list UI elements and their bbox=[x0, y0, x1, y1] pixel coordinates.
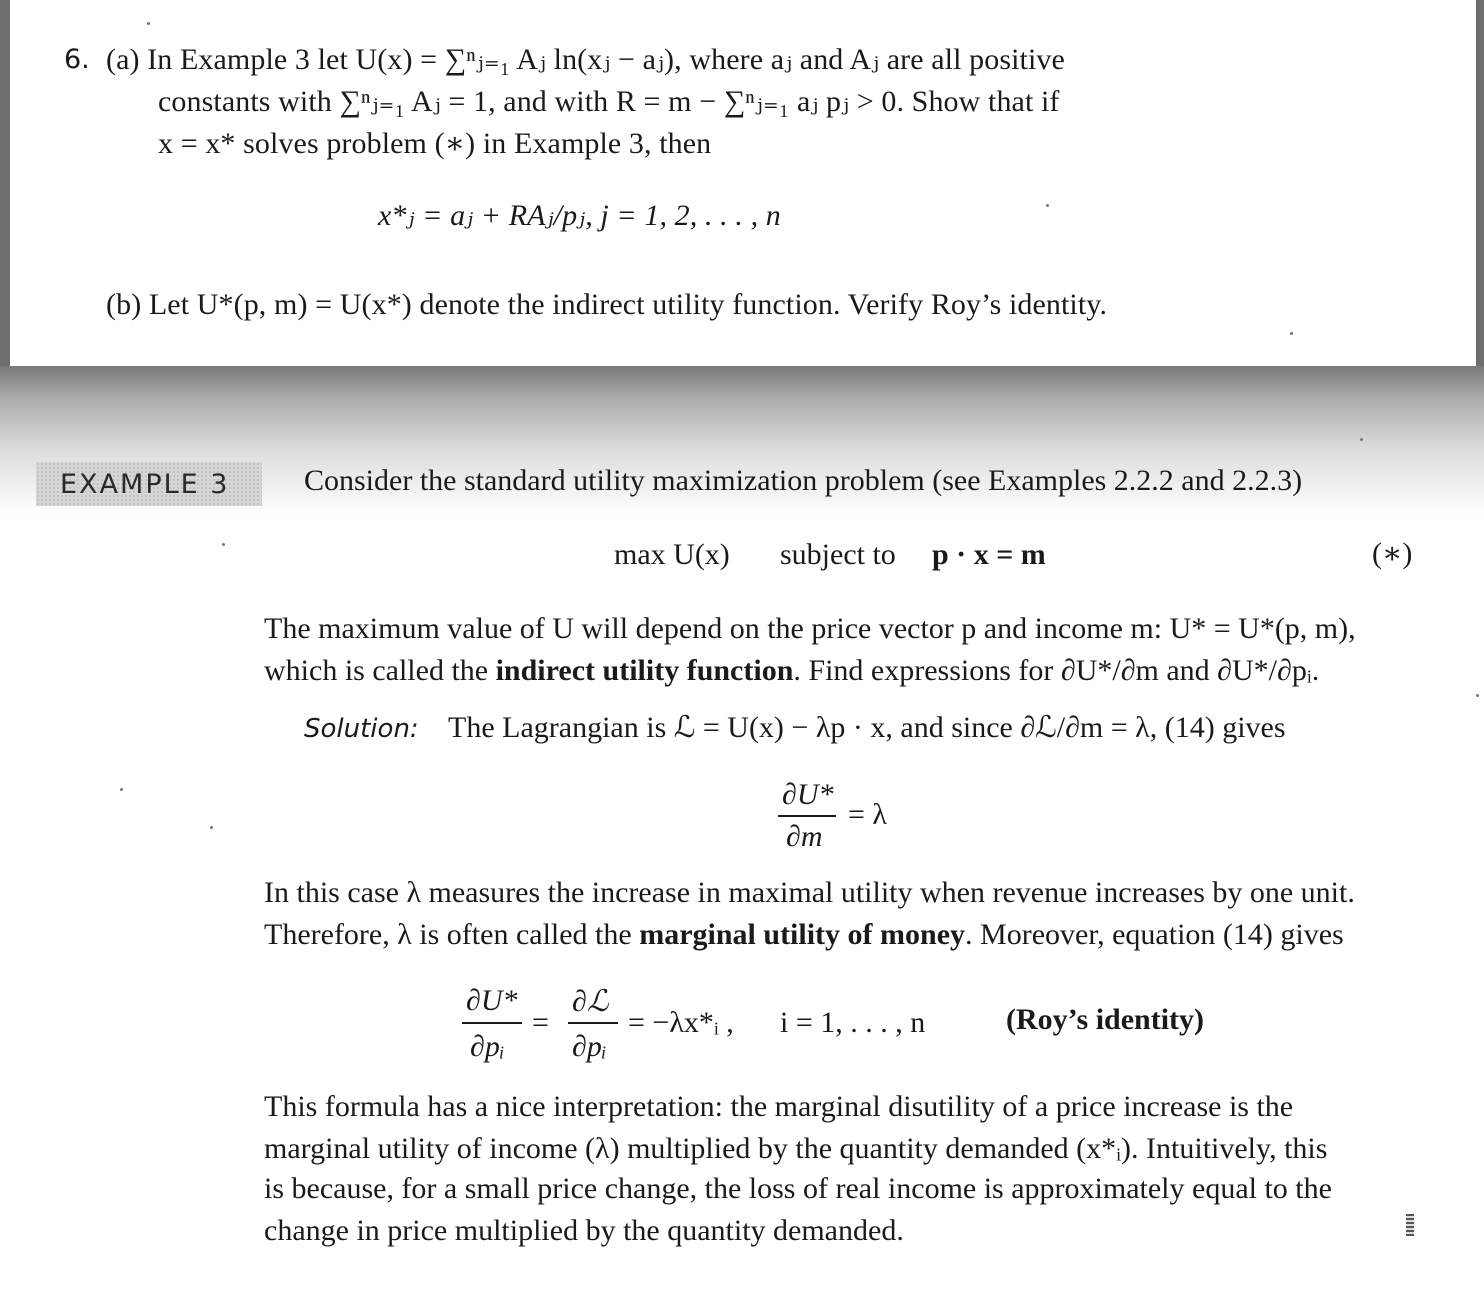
para3-line4: change in price multiplied by the quantity demanded. bbox=[264, 1214, 904, 1247]
problem-part-a-line3: x = x* solves problem (∗) in Example 3, then bbox=[158, 127, 712, 160]
scan-speck bbox=[147, 22, 150, 25]
solution-text: The Lagrangian is ℒ = U(x) − λp · x, and since ∂ℒ/∂m = λ, (14) gives bbox=[448, 711, 1286, 744]
eq1-rhs: = λ bbox=[848, 798, 887, 831]
scan-speck bbox=[222, 543, 225, 546]
para1-line2-end: . Find expressions for ∂U*/∂m and ∂U*/∂pᵢ. bbox=[793, 654, 1320, 687]
term-indirect-utility: indirect utility function bbox=[495, 654, 794, 687]
example-badge-label: EXAMPLE 3 bbox=[60, 469, 230, 500]
roy-fraction-bar-1 bbox=[462, 1022, 522, 1024]
problem-part-a-line1: (a) In Example 3 let U(x) = ∑ⁿⱼ₌₁ Aⱼ ln(xⱼ − aⱼ), where aⱼ and Aⱼ are all positive bbox=[106, 43, 1065, 76]
roy-denominator-2: ∂pᵢ bbox=[572, 1030, 607, 1063]
para3-line1: This formula has a nice interpretation: the marginal disutility of a price increase is the bbox=[264, 1090, 1294, 1123]
solution-label: Solution: bbox=[304, 714, 419, 744]
problem-constraint: p · x = m bbox=[932, 538, 1046, 571]
para3-line3: is because, for a small price change, the loss of real income is approximately equal to the bbox=[264, 1172, 1332, 1205]
problem-tag: (∗) bbox=[1372, 537, 1413, 570]
roy-fraction-bar-2 bbox=[568, 1022, 618, 1024]
eq1-fraction-bar bbox=[778, 815, 836, 817]
scan-speck bbox=[1290, 332, 1293, 335]
scan-speck bbox=[1046, 204, 1049, 207]
problem-subject-to: subject to bbox=[780, 538, 896, 571]
eq1-numerator: ∂U* bbox=[782, 778, 834, 811]
roy-index-range: i = 1, . . . , n bbox=[780, 1006, 926, 1039]
para2-line1: In this case λ measures the increase in maximal utility when revenue increases by one unit. bbox=[264, 876, 1355, 909]
scan-speck bbox=[1476, 694, 1479, 697]
problem-part-a-equation: x*ⱼ = aⱼ + RAⱼ/pⱼ, j = 1, 2, . . . , n bbox=[378, 199, 781, 232]
term-marginal-utility: marginal utility of money bbox=[639, 918, 966, 951]
roy-equals-1: = bbox=[532, 1006, 549, 1039]
scan-speck bbox=[1360, 438, 1363, 441]
scan-mark bbox=[1406, 1214, 1414, 1236]
para2-line2-end: . Moreover, equation (14) gives bbox=[965, 918, 1344, 951]
para1-line2-start: which is called the bbox=[264, 654, 496, 687]
example-intro: Consider the standard utility maximization problem (see Examples 2.2.2 and 2.2.3) bbox=[304, 464, 1303, 497]
roy-identity-label: (Roy’s identity) bbox=[1006, 1003, 1205, 1036]
problem-number: 6. bbox=[64, 44, 90, 75]
roy-denominator-1: ∂pᵢ bbox=[470, 1030, 505, 1063]
scan-speck bbox=[210, 826, 213, 829]
scan-speck bbox=[120, 788, 123, 791]
para3-line2: marginal utility of income (λ) multiplied by the quantity demanded (x*ᵢ). Intuitively, this bbox=[264, 1132, 1328, 1165]
problem-max: max U(x) bbox=[614, 538, 730, 571]
problem-part-a-line2: constants with ∑ⁿⱼ₌₁ Aⱼ = 1, and with R = m − ∑ⁿⱼ₌₁ aⱼ pⱼ > 0. Show that if bbox=[158, 85, 1060, 118]
roy-numerator-1: ∂U* bbox=[466, 984, 518, 1017]
eq1-denominator: ∂m bbox=[786, 820, 823, 853]
problem-part-b: (b) Let U*(p, m) = U(x*) denote the indirect utility function. Verify Roy’s identity. bbox=[106, 288, 1108, 321]
para1-line1: The maximum value of U will depend on the price vector p and income m: U* = U*(p, m), bbox=[264, 612, 1356, 645]
para2-line2 bbox=[264, 918, 1344, 952]
roy-numerator-2: ∂ℒ bbox=[572, 985, 609, 1018]
para2-line2-start: Therefore, λ is often called the bbox=[264, 918, 640, 951]
roy-rhs: = −λx*ᵢ , bbox=[628, 1006, 734, 1039]
para1-line2 bbox=[264, 654, 1319, 688]
